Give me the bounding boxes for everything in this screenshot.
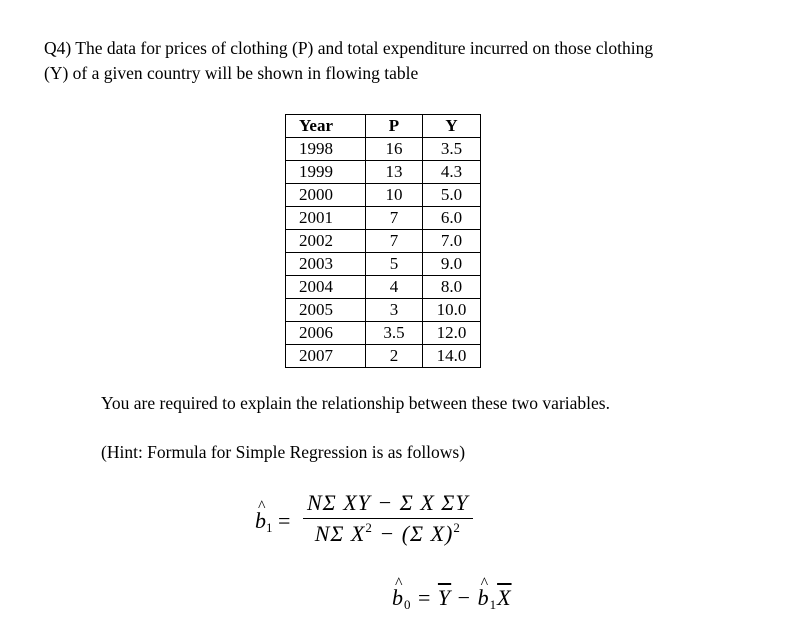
cell-p: 13 (366, 161, 423, 184)
minus-sign: − (451, 585, 478, 610)
table-row (286, 345, 481, 368)
denominator-sup-2: 2 (453, 520, 461, 535)
header-y: Y (423, 115, 481, 138)
cell-y: 10.0 (423, 299, 481, 322)
table-row (286, 299, 481, 322)
cell-p: 3 (366, 299, 423, 322)
table-row (286, 322, 481, 345)
table-row (286, 230, 481, 253)
data-table (285, 114, 481, 368)
table-row (286, 161, 481, 184)
cell-y: 3.5 (423, 138, 481, 161)
b1-subscript: 1 (266, 520, 273, 535)
cell-year: 2007 (286, 345, 366, 368)
cell-p: 2 (366, 345, 423, 368)
cell-year: 2005 (286, 299, 366, 322)
cell-y: 6.0 (423, 207, 481, 230)
equals-sign: = (411, 585, 438, 610)
b0-subscript: 0 (404, 597, 412, 612)
cell-year: 2006 (286, 322, 366, 345)
formula-numerator: NΣ XY − Σ X ΣY (303, 490, 473, 519)
cell-p: 16 (366, 138, 423, 161)
cell-year: 1999 (286, 161, 366, 184)
table-row (286, 207, 481, 230)
b1-hat-symbol: ^ b (478, 585, 490, 611)
cell-p: 10 (366, 184, 423, 207)
b1-hat-symbol: ^ b (255, 508, 266, 534)
slope-formula-fraction (303, 490, 473, 547)
cell-p: 7 (366, 207, 423, 230)
question-line-1: Q4) The data for prices of clothing (P) and total expenditure incurred on those clothing (44, 38, 654, 58)
header-year: Year (286, 115, 366, 138)
cell-year: 2003 (286, 253, 366, 276)
y-bar: $\overline{Y}$ (437, 585, 452, 610)
table-row (286, 138, 481, 161)
instruction-text: You are required to explain the relationship between these two variables. (101, 393, 610, 413)
denominator-sup: 2 (365, 520, 373, 535)
question-text (44, 36, 764, 86)
table-row (286, 253, 481, 276)
denominator-main: NΣ X (314, 521, 366, 546)
cell-y: 9.0 (423, 253, 481, 276)
table-row (286, 276, 481, 299)
slope-formula-lhs (255, 508, 290, 536)
table-row (286, 184, 481, 207)
cell-y: 5.0 (423, 184, 481, 207)
formula-denominator (303, 519, 473, 547)
cell-y: 12.0 (423, 322, 481, 345)
cell-year: 2002 (286, 230, 366, 253)
cell-year: 2000 (286, 184, 366, 207)
denominator-rest: − (Σ X) (372, 521, 454, 546)
hint-text: (Hint: Formula for Simple Regression is as follows) (101, 442, 466, 462)
cell-y: 8.0 (423, 276, 481, 299)
cell-p: 3.5 (366, 322, 423, 345)
cell-y: 7.0 (423, 230, 481, 253)
b0-hat-symbol: ^ b (392, 585, 404, 611)
intercept-formula (392, 585, 512, 613)
question-line-2: (Y) of a given country will be shown in flowing table (44, 63, 419, 83)
cell-year: 1998 (286, 138, 366, 161)
b1-subscript: 1 (489, 597, 498, 612)
cell-p: 7 (366, 230, 423, 253)
cell-year: 2001 (286, 207, 366, 230)
equals-sign: = (278, 508, 291, 533)
cell-p: 4 (366, 276, 423, 299)
cell-y: 14.0 (423, 345, 481, 368)
x-bar: $\overline{X}$ (497, 585, 512, 610)
cell-p: 5 (366, 253, 423, 276)
cell-y: 4.3 (423, 161, 481, 184)
cell-year: 2004 (286, 276, 366, 299)
header-p: P (366, 115, 423, 138)
table-header-row (286, 115, 481, 138)
